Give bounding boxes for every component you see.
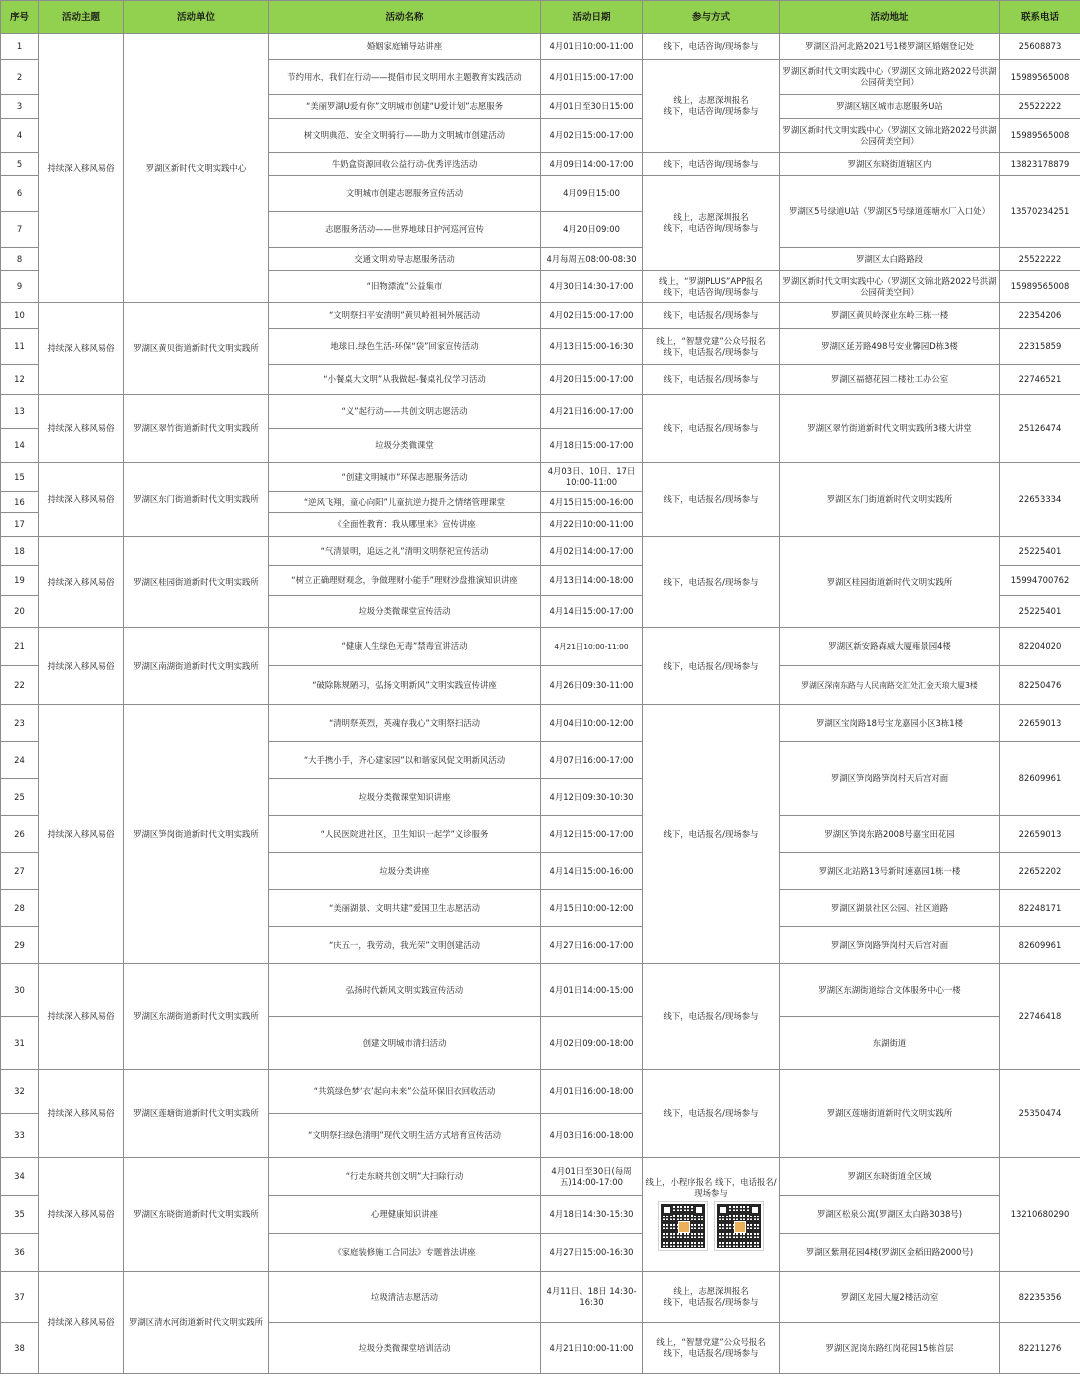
activity-date: 4月04日10:00-12:00	[541, 705, 643, 742]
theme-cell: 持续深入移风易俗	[39, 705, 124, 964]
activity-date: 4月03日、10日、17日 10:00-11:00	[541, 463, 643, 492]
contact-phone: 15989565008	[1000, 271, 1080, 303]
activity-address: 罗湖区龙园大厦2楼活动室	[780, 1272, 1000, 1323]
col-header-date: 活动日期	[541, 1, 643, 34]
activity-address: 罗湖区东晓街道辖区内	[780, 153, 1000, 176]
contact-phone: 22746521	[1000, 365, 1080, 395]
contact-phone: 25522222	[1000, 95, 1080, 119]
activity-name: “破除陈规陋习，弘扬文明新风”文明实践宣传讲座	[269, 666, 541, 705]
activity-name: “共筑绿色梦‘衣’起向未来”公益环保旧衣回收活动	[269, 1070, 541, 1114]
activity-address: 东湖街道	[780, 1017, 1000, 1070]
activity-address: 罗湖区翠竹街道新时代文明实践所3楼大讲堂	[780, 395, 1000, 463]
row-no: 5	[1, 153, 39, 176]
row-no: 8	[1, 248, 39, 271]
activity-address: 罗湖区新安路森威大厦雍景园4楼	[780, 628, 1000, 666]
row-no: 28	[1, 890, 39, 927]
col-header-address: 活动地址	[780, 1, 1000, 34]
participation-mode: 线上，志愿深圳报名 线下，电话咨询/现场参与	[643, 60, 780, 153]
unit-cell: 罗湖区南湖街道新时代文明实践所	[124, 628, 269, 705]
participation-mode: 线下，电话报名/现场参与	[643, 964, 780, 1070]
activity-name: “清明祭英烈，英魂存我心”文明祭扫活动	[269, 705, 541, 742]
participation-mode: 线上，“智慧党建”公众号报名 线下，电话报名/现场参与	[643, 329, 780, 365]
row-no: 23	[1, 705, 39, 742]
contact-phone: 82211276	[1000, 1323, 1080, 1374]
row-no: 22	[1, 666, 39, 705]
activity-name: “美丽罗湖U爱有你”文明城市创建“U爱计划”志愿服务	[269, 95, 541, 119]
row-no: 2	[1, 60, 39, 95]
theme-cell: 持续深入移风易俗	[39, 628, 124, 705]
contact-phone: 22652202	[1000, 853, 1080, 890]
contact-phone: 82235356	[1000, 1272, 1080, 1323]
row-no: 15	[1, 463, 39, 492]
header-row	[1, 1, 1080, 34]
activity-date: 4月01日至30日(每周 五)14:00-17:00	[541, 1158, 643, 1196]
activity-date: 4月02日15:00-17:00	[541, 119, 643, 153]
activity-address: 罗湖区5号绿道U站（罗湖区5号绿道莲塘水厂入口处）	[780, 176, 1000, 248]
activity-address: 罗湖区东门街道新时代文明实践所	[780, 463, 1000, 537]
theme-cell: 持续深入移风易俗	[39, 463, 124, 537]
activity-address: 罗湖区北站路13号新时速嘉园1栋一楼	[780, 853, 1000, 890]
participation-mode: 线下，电话报名/现场参与	[643, 365, 780, 395]
unit-cell: 罗湖区东湖街道新时代文明实践所	[124, 964, 269, 1070]
contact-phone: 82250476	[1000, 666, 1080, 705]
activity-date: 4月13日14:00-18:00	[541, 566, 643, 596]
activity-name: 垃圾分类讲座	[269, 853, 541, 890]
activity-address: 罗湖区笋岗路笋岗村天后宫对面	[780, 927, 1000, 964]
col-header-name: 活动名称	[269, 1, 541, 34]
participation-mode: 线下，电话报名/现场参与	[643, 303, 780, 329]
contact-phone: 25350474	[1000, 1070, 1080, 1158]
participation-mode: 线下，电话报名/现场参与	[643, 463, 780, 537]
activity-date: 4月27日15:00-16:30	[541, 1234, 643, 1272]
activity-name: 创建文明城市清扫活动	[269, 1017, 541, 1070]
qr-code-icon[interactable]	[659, 1202, 707, 1250]
row-no: 31	[1, 1017, 39, 1070]
participation-mode: 线下，电话报名/现场参与	[643, 537, 780, 628]
theme-cell: 持续深入移风易俗	[39, 1158, 124, 1272]
theme-cell: 持续深入移风易俗	[39, 537, 124, 628]
contact-phone: 13823178879	[1000, 153, 1080, 176]
col-header-phone: 联系电话	[1000, 1, 1080, 34]
row-no: 16	[1, 492, 39, 513]
participation-mode: 线下，电话咨询/现场参与	[643, 153, 780, 176]
activity-address: 罗湖区泥岗东路红岗花园15栋首层	[780, 1323, 1000, 1374]
activity-address: 罗湖区宝岗路18号宝龙嘉园小区3栋1楼	[780, 705, 1000, 742]
theme-cell: 持续深入移风易俗	[39, 964, 124, 1070]
unit-cell: 罗湖区东晓街道新时代文明实践所	[124, 1158, 269, 1272]
table-row	[1, 395, 1080, 429]
contact-phone: 13210680290	[1000, 1158, 1080, 1272]
table-row	[1, 1070, 1080, 1114]
activity-name: “逆风飞翔，童心向阳”儿童抗逆力提升之情绪管理课堂	[269, 492, 541, 513]
activity-name: “行走东晓共创文明”大扫除行动	[269, 1158, 541, 1196]
activity-address: 罗湖区太白路路段	[780, 248, 1000, 271]
row-no: 14	[1, 429, 39, 463]
contact-phone: 15994700762	[1000, 566, 1080, 596]
activity-name: 《全面性教育：我从哪里来》宣传讲座	[269, 513, 541, 537]
unit-cell: 罗湖区清水河街道新时代文明实践所	[124, 1272, 269, 1374]
row-no: 20	[1, 596, 39, 628]
row-no: 18	[1, 537, 39, 566]
participation-mode: 线下，电话咨询/现场参与	[643, 34, 780, 60]
unit-cell: 罗湖区桂园街道新时代文明实践所	[124, 537, 269, 628]
activity-date: 4月01日14:00-15:00	[541, 964, 643, 1017]
activity-name: 牛奶盒资源回收公益行动-优秀评选活动	[269, 153, 541, 176]
activity-address: 罗湖区东湖街道综合文体服务中心一楼	[780, 964, 1000, 1017]
row-no: 13	[1, 395, 39, 429]
contact-phone: 22354206	[1000, 303, 1080, 329]
activity-date: 4月21日10:00-11:00	[541, 628, 643, 666]
activity-date: 4月14日15:00-16:00	[541, 853, 643, 890]
activity-date: 4月07日16:00-17:00	[541, 742, 643, 779]
table-row	[1, 463, 1080, 492]
contact-phone: 15989565008	[1000, 119, 1080, 153]
activity-address: 罗湖区莲塘街道新时代文明实践所	[780, 1070, 1000, 1158]
row-no: 26	[1, 816, 39, 853]
activity-name: 节约用水，我们在行动——提倡市民文明用水主题教育实践活动	[269, 60, 541, 95]
row-no: 21	[1, 628, 39, 666]
row-no: 1	[1, 34, 39, 60]
row-no: 27	[1, 853, 39, 890]
activity-name: 志愿服务活动——世界地球日护河巡河宣传	[269, 212, 541, 248]
participation-mode: 线下，电话报名/现场参与	[643, 1070, 780, 1158]
participation-mode: 线上，“罗湖PLUS”APP报名 线下，电话咨询/现场参与	[643, 271, 780, 303]
participation-mode-text: 线上，小程序报名 线下，电话报名/现场参与	[645, 1176, 777, 1198]
col-header-unit: 活动单位	[124, 1, 269, 34]
unit-cell: 罗湖区黄贝街道新时代文明实践所	[124, 303, 269, 395]
activity-address: 罗湖区湖景社区公园、社区道路	[780, 890, 1000, 927]
table-row	[1, 964, 1080, 1017]
activity-name: “庆五一，我劳动，我光荣”文明创建活动	[269, 927, 541, 964]
contact-phone: 25522222	[1000, 248, 1080, 271]
activity-address: 罗湖区新时代文明实践中心（罗湖区文锦北路2022号洪湖公园荷美空间）	[780, 60, 1000, 95]
activity-date: 4月20日15:00-17:00	[541, 365, 643, 395]
unit-cell: 罗湖区翠竹街道新时代文明实践所	[124, 395, 269, 463]
activity-address: 罗湖区黄贝岭深业东岭三栋一楼	[780, 303, 1000, 329]
table-row	[1, 537, 1080, 566]
table-row	[1, 628, 1080, 666]
participation-mode: 线下，电话报名/现场参与	[643, 628, 780, 705]
activity-date: 4月02日15:00-17:00	[541, 303, 643, 329]
row-no: 10	[1, 303, 39, 329]
activity-name: 弘扬时代新风文明实践宣传活动	[269, 964, 541, 1017]
unit-cell: 罗湖区东门街道新时代文明实践所	[124, 463, 269, 537]
activity-name: 心理健康知识讲座	[269, 1196, 541, 1234]
activity-name: 地球日.绿色生活-环保“袋”回家宣传活动	[269, 329, 541, 365]
activity-date: 4月01日至30日15:00	[541, 95, 643, 119]
activity-date: 4月21日10:00-11:00	[541, 1323, 643, 1374]
activity-name: “气清景明，追远之礼”清明文明祭祀宣传活动	[269, 537, 541, 566]
activity-date: 4月20日09:00	[541, 212, 643, 248]
activity-address: 罗湖区沿河北路2021号1楼罗湖区婚姻登记处	[780, 34, 1000, 60]
activity-date: 4月01日16:00-18:00	[541, 1070, 643, 1114]
activity-date: 4月01日10:00-11:00	[541, 34, 643, 60]
unit-cell: 罗湖区笋岗街道新时代文明实践所	[124, 705, 269, 964]
col-header-theme: 活动主题	[39, 1, 124, 34]
row-no: 24	[1, 742, 39, 779]
contact-phone: 25225401	[1000, 596, 1080, 628]
activity-address: 罗湖区延芳路498号安业馨园D栋3楼	[780, 329, 1000, 365]
activity-address: 罗湖区东晓街道全区域	[780, 1158, 1000, 1196]
row-no: 37	[1, 1272, 39, 1323]
contact-phone: 22746418	[1000, 964, 1080, 1070]
row-no: 4	[1, 119, 39, 153]
row-no: 35	[1, 1196, 39, 1234]
activity-date: 4月12日09:30-10:30	[541, 779, 643, 816]
activity-name: 垃圾分类微课堂宣传活动	[269, 596, 541, 628]
row-no: 11	[1, 329, 39, 365]
table-row	[1, 1272, 1080, 1323]
participation-mode	[643, 1158, 780, 1272]
activity-address: 罗湖区桂园街道新时代文明实践所	[780, 537, 1000, 628]
contact-phone: 82609961	[1000, 742, 1080, 816]
participation-mode: 线下，电话报名/现场参与	[643, 705, 780, 964]
activity-name: “旧物漂流”公益集市	[269, 271, 541, 303]
row-no: 25	[1, 779, 39, 816]
contact-phone: 22315859	[1000, 329, 1080, 365]
activity-address: 罗湖区深南东路与人民南路交汇处汇金天琅大厦3楼	[780, 666, 1000, 705]
contact-phone: 13570234251	[1000, 176, 1080, 248]
activity-name: 垃圾分类微课堂	[269, 429, 541, 463]
row-no: 19	[1, 566, 39, 596]
activity-name: “健康人生绿色无毒”禁毒宣讲活动	[269, 628, 541, 666]
contact-phone: 22659013	[1000, 705, 1080, 742]
unit-cell: 罗湖区新时代文明实践中心	[124, 34, 269, 303]
activity-date: 4月02日09:00-18:00	[541, 1017, 643, 1070]
activity-address: 罗湖区笋岗路笋岗村天后宫对面	[780, 742, 1000, 816]
activity-date: 4月21日16:00-17:00	[541, 395, 643, 429]
unit-cell: 罗湖区莲塘街道新时代文明实践所	[124, 1070, 269, 1158]
participation-mode: 线下，电话报名/现场参与	[643, 395, 780, 463]
contact-phone: 22659013	[1000, 816, 1080, 853]
activity-name: “树立正确理财观念，争做理财小能手”理财沙盘推演知识讲座	[269, 566, 541, 596]
theme-cell: 持续深入移风易俗	[39, 303, 124, 395]
row-no: 3	[1, 95, 39, 119]
activity-name: “大手携小手，齐心建家园”以和谐家风促文明新风活动	[269, 742, 541, 779]
activity-address: 罗湖区辖区城市志愿服务U站	[780, 95, 1000, 119]
activity-date: 4月09日15:00	[541, 176, 643, 212]
activity-name: 垃圾清洁志愿活动	[269, 1272, 541, 1323]
activity-date: 4月13日15:00-16:30	[541, 329, 643, 365]
activity-address: 罗湖区笋岗东路2008号嘉宝田花园	[780, 816, 1000, 853]
activity-date: 4月18日15:00-17:00	[541, 429, 643, 463]
participation-mode: 线上，志愿深圳报名 线下，电话报名/现场参与	[643, 1272, 780, 1323]
activity-address: 罗湖区新时代文明实践中心（罗湖区文锦北路2022号洪湖公园荷美空间）	[780, 271, 1000, 303]
contact-phone: 82248171	[1000, 890, 1080, 927]
activity-date: 4月27日16:00-17:00	[541, 927, 643, 964]
activity-date: 4月26日09:30-11:00	[541, 666, 643, 705]
theme-cell: 持续深入移风易俗	[39, 1070, 124, 1158]
row-no: 6	[1, 176, 39, 212]
activity-name: 垃圾分类微课堂知识讲座	[269, 779, 541, 816]
theme-cell: 持续深入移风易俗	[39, 1272, 124, 1374]
table-row	[1, 34, 1080, 60]
contact-phone: 82204020	[1000, 628, 1080, 666]
activity-name: “义”起行动——共创文明志愿活动	[269, 395, 541, 429]
activity-date: 4月02日14:00-17:00	[541, 537, 643, 566]
activity-date: 4月22日10:00-11:00	[541, 513, 643, 537]
contact-phone: 25225401	[1000, 537, 1080, 566]
row-no: 17	[1, 513, 39, 537]
activity-name: “美丽湖景、文明共建”爱国卫生志愿活动	[269, 890, 541, 927]
contact-phone: 22653334	[1000, 463, 1080, 537]
row-no: 9	[1, 271, 39, 303]
row-no: 29	[1, 927, 39, 964]
table-row	[1, 705, 1080, 742]
activity-address: 罗湖区福德花园二楼社工办公室	[780, 365, 1000, 395]
activity-name: 文明城市创建志愿服务宣传活动	[269, 176, 541, 212]
row-no: 32	[1, 1070, 39, 1114]
contact-phone: 15989565008	[1000, 60, 1080, 95]
activity-date: 4月18日14:30-15:30	[541, 1196, 643, 1234]
row-no: 36	[1, 1234, 39, 1272]
theme-cell: 持续深入移风易俗	[39, 395, 124, 463]
activity-date: 4月12日15:00-17:00	[541, 816, 643, 853]
activity-date: 4月每周五08:00-08:30	[541, 248, 643, 271]
activity-name: “人民医院进社区，卫生知识一起学”义诊服务	[269, 816, 541, 853]
activity-address: 罗湖区松泉公寓(罗湖区太白路3038号)	[780, 1196, 1000, 1234]
col-header-mode: 参与方式	[643, 1, 780, 34]
activity-name: “文明祭扫绿色清明”现代文明生活方式培育宣传活动	[269, 1114, 541, 1158]
activity-date: 4月14日15:00-17:00	[541, 596, 643, 628]
activity-name: 婚姻家庭辅导站讲座	[269, 34, 541, 60]
table-row	[1, 303, 1080, 329]
qr-codes	[645, 1199, 777, 1253]
activity-date: 4月11日、18日 14:30- 16:30	[541, 1272, 643, 1323]
activity-name: 交通文明劝导志愿服务活动	[269, 248, 541, 271]
row-no: 7	[1, 212, 39, 248]
activity-date: 4月03日16:00-18:00	[541, 1114, 643, 1158]
activity-name: “小餐桌大文明”从我做起-餐桌礼仪学习活动	[269, 365, 541, 395]
row-no: 33	[1, 1114, 39, 1158]
theme-cell: 持续深入移风易俗	[39, 34, 124, 303]
table-row	[1, 1158, 1080, 1196]
activity-name: “文明祭扫平安清明”黄贝岭祖祠外展活动	[269, 303, 541, 329]
activity-date: 4月15日15:00-16:00	[541, 492, 643, 513]
activity-address: 罗湖区新时代文明实践中心（罗湖区文锦北路2022号洪湖公园荷美空间）	[780, 119, 1000, 153]
row-no: 12	[1, 365, 39, 395]
col-header-no: 序号	[1, 1, 39, 34]
row-no: 38	[1, 1323, 39, 1374]
activity-name: 垃圾分类微课堂培训活动	[269, 1323, 541, 1374]
participation-mode: 线上，志愿深圳报名 线下，电话咨询/现场参与	[643, 176, 780, 271]
row-no: 34	[1, 1158, 39, 1196]
activity-address: 罗湖区紫荆花园4楼(罗湖区金稻田路2000号)	[780, 1234, 1000, 1272]
qr-code-icon[interactable]	[715, 1202, 763, 1250]
contact-phone: 82609961	[1000, 927, 1080, 964]
activity-date: 4月09日14:00-17:00	[541, 153, 643, 176]
row-no: 30	[1, 964, 39, 1017]
contact-phone: 25126474	[1000, 395, 1080, 463]
activity-name: 《家庭装修施工合同法》专题普法讲座	[269, 1234, 541, 1272]
activity-name: 树文明典范、安全文明骑行——助力文明城市创建活动	[269, 119, 541, 153]
activity-date: 4月30日14:30-17:00	[541, 271, 643, 303]
participation-mode: 线上，“智慧党建”公众号报名 线下，电话报名/现场参与	[643, 1323, 780, 1374]
activity-date: 4月01日15:00-17:00	[541, 60, 643, 95]
activity-date: 4月15日10:00-12:00	[541, 890, 643, 927]
contact-phone: 25608873	[1000, 34, 1080, 60]
activity-name: “创建文明城市”环保志愿服务活动	[269, 463, 541, 492]
